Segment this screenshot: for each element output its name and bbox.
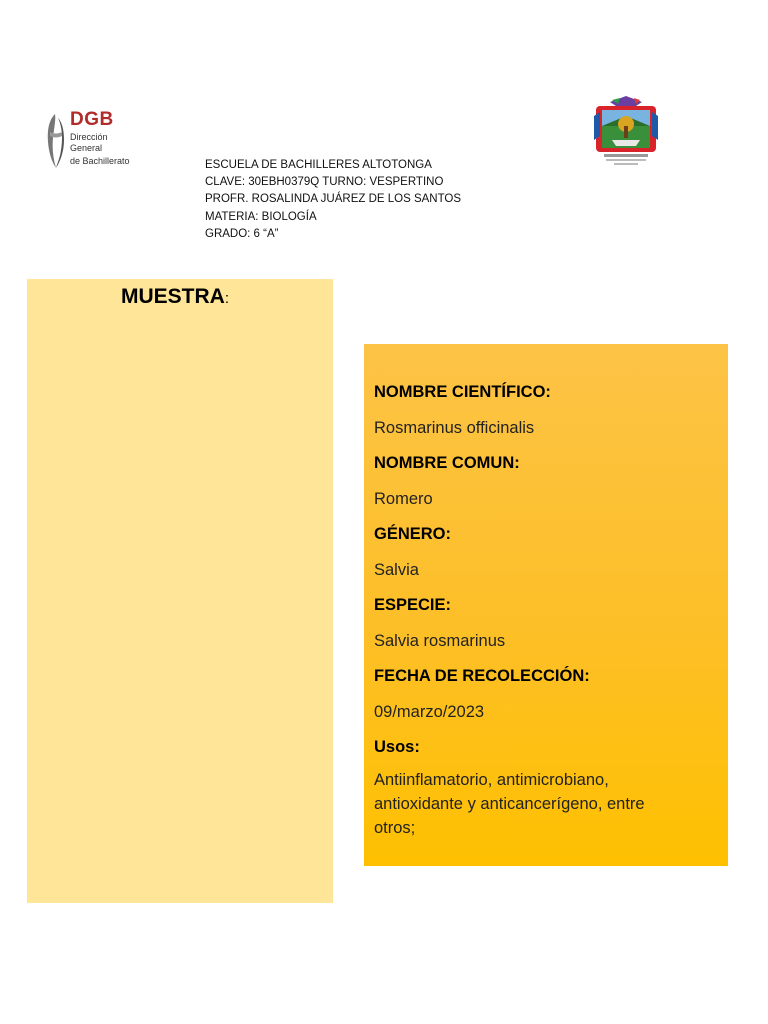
dgb-emblem-icon — [44, 112, 66, 170]
school-name: ESCUELA DE BACHILLERES ALTOTONGA — [205, 159, 432, 171]
sample-colon: : — [224, 290, 230, 307]
sample-label: MUESTRA — [121, 285, 225, 308]
collection-date-value: 09/marzo/2023 — [374, 703, 485, 721]
subject: MATERIA: BIOLOGÍA — [205, 210, 317, 223]
scientific-name-label: NOMBRE CIENTÍFICO: — [374, 383, 551, 401]
teacher-name: PROFR. ROSALINDA JUÁREZ DE LOS SANTOS — [205, 193, 462, 206]
uses-label: Usos: — [374, 738, 420, 756]
common-name-label: NOMBRE COMUN: — [374, 454, 520, 472]
school-info — [205, 157, 461, 243]
school-crest — [590, 96, 662, 168]
dgb-logo — [44, 110, 134, 172]
scientific-name-value: Rosmarinus officinalis — [374, 419, 535, 437]
uses-line-2: antioxidante y anticancerígeno, entre — [374, 795, 645, 813]
school-crest-icon — [590, 96, 662, 168]
dgb-subtitle-1: Dirección General — [70, 132, 108, 153]
sample-panel — [27, 279, 333, 903]
genus-value: Salvia — [374, 561, 419, 579]
genus-label: GÉNERO: — [374, 525, 452, 543]
species-value: Salvia rosmarinus — [374, 632, 506, 650]
collection-date-label: FECHA DE RECOLECCIÓN: — [374, 667, 590, 685]
dgb-title: DGB — [70, 109, 114, 130]
grade: GRADO: 6 “A” — [205, 227, 279, 240]
uses-line-1: Antiinflamatorio, antimicrobiano, — [374, 771, 609, 789]
dgb-subtitle-2: de Bachillerato — [70, 156, 130, 166]
uses-line-3: otros; — [374, 819, 416, 837]
school-key-shift: CLAVE: 30EBH0379Q TURNO: VESPERTINO — [205, 176, 444, 189]
species-label: ESPECIE: — [374, 596, 452, 614]
sample-title — [121, 285, 229, 309]
info-card — [364, 344, 728, 866]
uses-value — [374, 768, 718, 840]
info-card-content — [374, 382, 718, 840]
common-name-value: Romero — [374, 490, 433, 508]
